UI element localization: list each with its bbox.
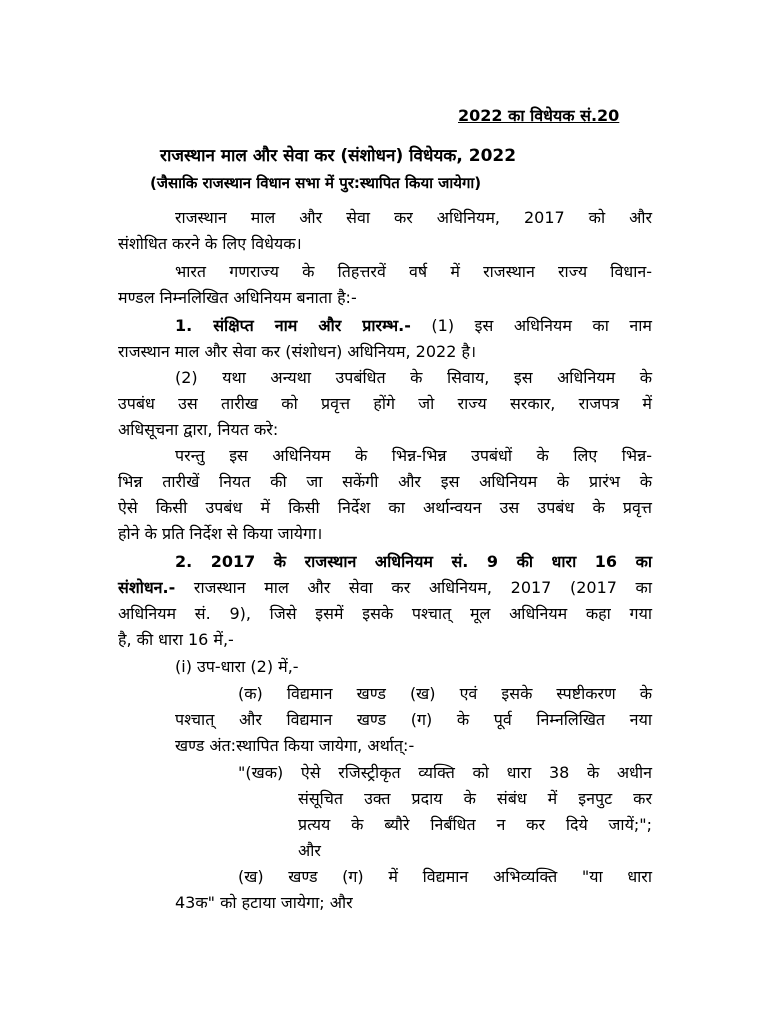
inserted-clause-line-1: "(खक) ऐसे रजिस्ट्रीकृत व्यक्ति को धारा 38 के अधीन — [238, 763, 652, 782]
section-2-heading-line-1: 2. 2017 के राजस्थान अधिनियम सं. 9 की धारा 16 का — [175, 552, 652, 571]
inserted-clause-line-2: संसूचित उक्त प्रदाय के संबंध में इनपुट कर — [298, 789, 652, 808]
section-1-line-1: (1) इस अधिनियम का नाम — [410, 316, 652, 335]
inserted-clause-line-4: और — [298, 841, 321, 860]
section-1-sub2-line-1: (2) यथा अन्यथा उपबंधित के सिवाय, इस अधिनियम के — [175, 368, 652, 387]
bill-number: 2022 का विधेयक सं.20 — [458, 106, 620, 125]
enacting-line-1: भारत गणराज्य के तिहत्तरवें वर्ष में राजस्थान राज्य विधान- — [175, 262, 652, 281]
inserted-clause-line-3: प्रत्यय के ब्यौरे निर्बंधित न कर दिये जायें;"; — [298, 815, 652, 834]
section-2-heading-end: संशोधन.- — [118, 578, 176, 597]
item-ka-line-2: पश्चात् और विद्यमान खण्ड (ग) के पूर्व निम्नलिखित नया — [175, 710, 652, 729]
item-kha-line-2: 43क" को हटाया जायेगा; और — [175, 893, 353, 912]
section-1-line-2: राजस्थान माल और सेवा कर (संशोधन) अधिनियम, 2022 है। — [118, 342, 477, 361]
section-1-heading: 1. संक्षिप्त नाम और प्रारम्भ.- — [175, 316, 411, 335]
purpose-line-1: राजस्थान माल और सेवा कर अधिनियम, 2017 को और — [175, 208, 652, 227]
purpose-line-2: संशोधित करने के लिए विधेयक। — [118, 234, 302, 253]
section-1-heading-line — [175, 316, 652, 336]
section-2-line-2 — [118, 578, 652, 598]
item-kha-line-1: (ख) खण्ड (ग) में विद्यमान अभिव्यक्ति "या धारा — [238, 867, 652, 886]
clause-i: (i) उप-धारा (2) में,- — [175, 657, 299, 676]
item-ka-line-1: (क) विद्यमान खण्ड (ख) एवं इसके स्पष्टीकरण के — [238, 684, 652, 703]
section-2-line-2-text: राजस्थान माल और सेवा कर अधिनियम, 2017 (2017 का — [175, 578, 652, 597]
item-ka-line-3: खण्ड अंत:स्थापित किया जायेगा, अर्थात्:- — [175, 736, 415, 755]
proviso-line-1: परन्तु इस अधिनियम के भिन्न-भिन्न उपबंधों के लिए भिन्न- — [175, 446, 652, 465]
section-2-line-4: है, की धारा 16 में,- — [118, 630, 234, 649]
bill-subtitle: (जैसाकि राजस्थान विधान सभा में पुर:स्थापित किया जायेगा) — [150, 174, 482, 192]
section-1-sub2-line-2: उपबंध उस तारीख को प्रवृत्त होंगे जो राज्य सरकार, राजपत्र में — [118, 394, 652, 413]
bill-title: राजस्थान माल और सेवा कर (संशोधन) विधेयक, 2022 — [160, 146, 517, 166]
proviso-line-2: भिन्न तारीखें नियत की जा सकेंगी और इस अधिनियम के प्रारंभ के — [118, 472, 652, 491]
enacting-line-2: मण्डल निम्नलिखित अधिनियम बनाता है:- — [118, 288, 357, 307]
proviso-line-3: ऐसे किसी उपबंध में किसी निर्देश का अर्थान्वयन उस उपबंध के प्रवृत्त — [118, 498, 652, 517]
section-2-line-3: अधिनियम सं. 9), जिसे इसमें इसके पश्चात् मूल अधिनियम कहा गया — [118, 604, 652, 623]
section-1-sub2-line-3: अधिसूचना द्वारा, नियत करे: — [118, 420, 279, 439]
proviso-line-4: होने के प्रति निर्देश से किया जायेगा। — [118, 524, 323, 543]
